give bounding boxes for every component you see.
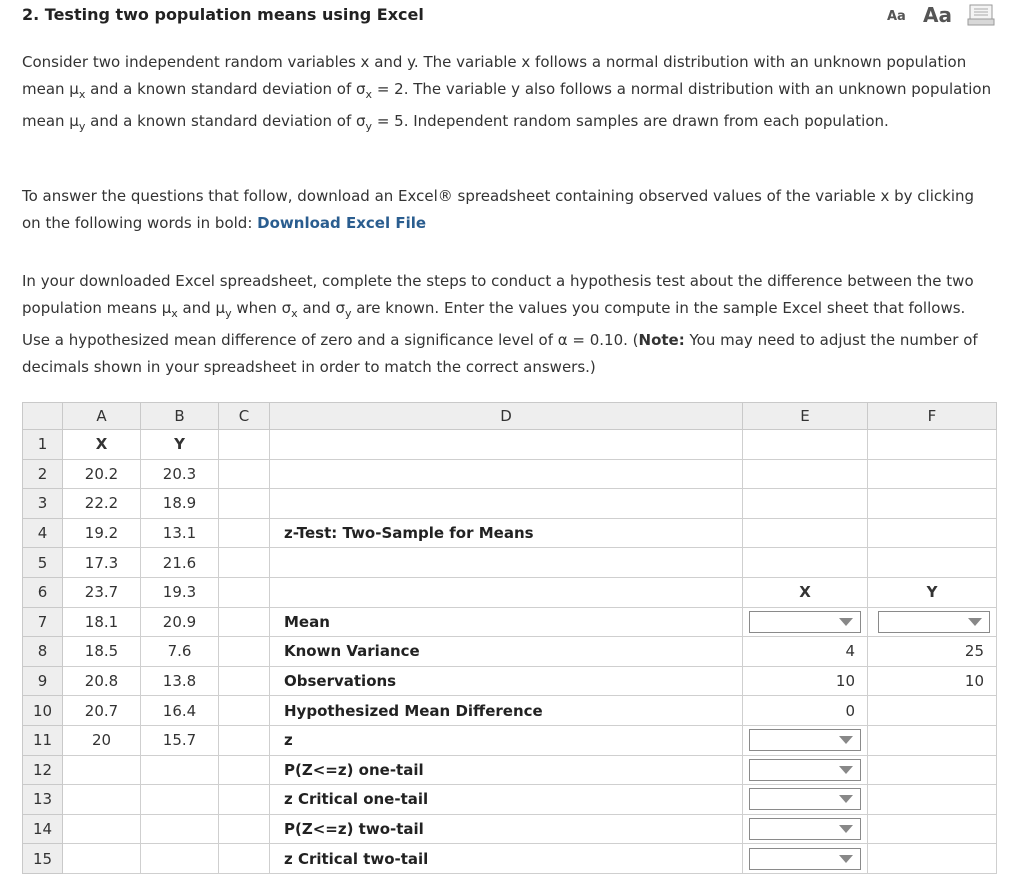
cell-f[interactable] — [868, 548, 997, 578]
cell-f[interactable] — [868, 725, 997, 755]
table-row — [23, 518, 997, 548]
cell-d[interactable]: Mean — [270, 607, 743, 637]
col-header-d: D — [270, 403, 743, 430]
question-title: 2. Testing two population means using Excel — [22, 5, 424, 24]
cell-a[interactable]: 18.5 — [63, 637, 141, 667]
col-header-b: B — [141, 403, 219, 430]
cell-e[interactable] — [743, 518, 868, 548]
cell-e — [743, 785, 868, 815]
cell-c[interactable] — [219, 577, 270, 607]
cell-c[interactable] — [219, 725, 270, 755]
cell-b[interactable]: 13.8 — [141, 666, 219, 696]
row-header: 3 — [23, 489, 63, 519]
cell-a[interactable]: 22.2 — [63, 489, 141, 519]
excel-sheet — [22, 402, 997, 874]
z-dropdown[interactable] — [749, 729, 861, 751]
chevron-down-icon — [839, 618, 853, 626]
cell-d[interactable]: z-Test: Two-Sample for Means — [270, 518, 743, 548]
chevron-down-icon — [839, 825, 853, 833]
chevron-down-icon — [839, 855, 853, 863]
cell-d[interactable] — [270, 548, 743, 578]
cell-a[interactable]: 20.2 — [63, 459, 141, 489]
cell-d[interactable]: Known Variance — [270, 637, 743, 667]
cell-d[interactable] — [270, 430, 743, 460]
cell-a[interactable]: 17.3 — [63, 548, 141, 578]
cell-a[interactable] — [63, 814, 141, 844]
cell-b[interactable]: 20.9 — [141, 607, 219, 637]
cell-a[interactable] — [63, 844, 141, 874]
cell-e — [743, 814, 868, 844]
table-row — [23, 637, 997, 667]
cell-a[interactable]: X — [63, 430, 141, 460]
cell-f[interactable] — [868, 459, 997, 489]
col-header-a: A — [63, 403, 141, 430]
cell-f[interactable] — [868, 430, 997, 460]
cell-e[interactable] — [743, 548, 868, 578]
cell-b[interactable]: 13.1 — [141, 518, 219, 548]
row-header: 4 — [23, 518, 63, 548]
cell-c[interactable] — [219, 666, 270, 696]
cell-e — [743, 844, 868, 874]
cell-b[interactable]: Y — [141, 430, 219, 460]
cell-c[interactable] — [219, 430, 270, 460]
download-paragraph: To answer the questions that follow, download an Excel® spreadsheet containing observed values of the variable x by clicking on the following words in bold: Download Excel File — [22, 187, 975, 232]
cell-e[interactable]: 4 — [743, 637, 868, 667]
cell-c[interactable] — [219, 489, 270, 519]
cell-c[interactable] — [219, 607, 270, 637]
cell-a[interactable]: 20 — [63, 725, 141, 755]
table-row — [23, 548, 997, 578]
cell-a[interactable]: 18.1 — [63, 607, 141, 637]
row-header: 14 — [23, 814, 63, 844]
cell-e[interactable]: 10 — [743, 666, 868, 696]
table-row — [23, 814, 997, 844]
cell-f[interactable]: 25 — [868, 637, 997, 667]
cell-f[interactable] — [868, 489, 997, 519]
cell-b[interactable] — [141, 785, 219, 815]
row-header: 13 — [23, 785, 63, 815]
row-header: 10 — [23, 696, 63, 726]
corner-cell — [23, 403, 63, 430]
cell-a[interactable]: 19.2 — [63, 518, 141, 548]
cell-f[interactable]: Y — [868, 577, 997, 607]
column-header-row — [23, 403, 997, 430]
cell-d[interactable]: Observations — [270, 666, 743, 696]
p-two-tail-dropdown[interactable] — [749, 818, 861, 840]
cell-e — [743, 755, 868, 785]
cell-b[interactable]: 21.6 — [141, 548, 219, 578]
cell-c[interactable] — [219, 755, 270, 785]
cell-b[interactable] — [141, 755, 219, 785]
table-row — [23, 577, 997, 607]
cell-a[interactable] — [63, 755, 141, 785]
cell-e — [743, 725, 868, 755]
cell-f[interactable] — [868, 785, 997, 815]
mean-x-dropdown[interactable] — [749, 611, 861, 633]
table-row — [23, 755, 997, 785]
row-header: 8 — [23, 637, 63, 667]
table-row — [23, 696, 997, 726]
cell-f[interactable] — [868, 518, 997, 548]
table-row — [23, 785, 997, 815]
cell-e[interactable]: X — [743, 577, 868, 607]
table-row — [23, 489, 997, 519]
cell-b[interactable] — [141, 814, 219, 844]
cell-f[interactable]: 10 — [868, 666, 997, 696]
cell-f[interactable] — [868, 696, 997, 726]
table-row — [23, 459, 997, 489]
cell-d[interactable]: z Critical two-tail — [270, 844, 743, 874]
cell-c[interactable] — [219, 459, 270, 489]
cell-d[interactable] — [270, 577, 743, 607]
cell-f[interactable] — [868, 755, 997, 785]
p-one-tail-dropdown[interactable] — [749, 759, 861, 781]
cell-b[interactable]: 16.4 — [141, 696, 219, 726]
chevron-down-icon — [839, 736, 853, 744]
chevron-down-icon — [968, 618, 982, 626]
cell-d[interactable]: P(Z<=z) two-tail — [270, 814, 743, 844]
cell-e[interactable]: 0 — [743, 696, 868, 726]
cell-b[interactable] — [141, 844, 219, 874]
cell-c[interactable] — [219, 548, 270, 578]
table-row — [23, 430, 997, 460]
cell-b[interactable]: 15.7 — [141, 725, 219, 755]
cell-c[interactable] — [219, 785, 270, 815]
cell-f[interactable] — [868, 814, 997, 844]
cell-c[interactable] — [219, 637, 270, 667]
print-icon[interactable] — [967, 4, 995, 26]
cell-c[interactable] — [219, 844, 270, 874]
col-header-f: F — [868, 403, 997, 430]
cell-f[interactable] — [868, 844, 997, 874]
z-critical-one-tail-dropdown[interactable] — [749, 788, 861, 810]
cell-b[interactable]: 7.6 — [141, 637, 219, 667]
table-row — [23, 725, 997, 755]
cell-b[interactable]: 19.3 — [141, 577, 219, 607]
cell-c[interactable] — [219, 518, 270, 548]
cell-a[interactable]: 23.7 — [63, 577, 141, 607]
cell-a[interactable] — [63, 785, 141, 815]
font-increase-button[interactable]: Aa — [923, 3, 952, 27]
chevron-down-icon — [839, 766, 853, 774]
cell-d[interactable]: P(Z<=z) one-tail — [270, 755, 743, 785]
cell-d[interactable]: z — [270, 725, 743, 755]
row-header: 5 — [23, 548, 63, 578]
cell-b[interactable]: 20.3 — [141, 459, 219, 489]
font-decrease-button[interactable]: Aa — [887, 9, 906, 24]
row-header: 1 — [23, 430, 63, 460]
cell-c[interactable] — [219, 814, 270, 844]
mean-y-dropdown[interactable] — [878, 611, 990, 633]
row-header: 15 — [23, 844, 63, 874]
cell-d[interactable] — [270, 489, 743, 519]
row-header: 6 — [23, 577, 63, 607]
cell-d[interactable] — [270, 459, 743, 489]
row-header: 7 — [23, 607, 63, 637]
cell-e[interactable] — [743, 459, 868, 489]
table-row — [23, 844, 997, 874]
cell-d[interactable]: z Critical one-tail — [270, 785, 743, 815]
chevron-down-icon — [839, 795, 853, 803]
row-header: 2 — [23, 459, 63, 489]
instructions-paragraph: In your downloaded Excel spreadsheet, complete the steps to conduct a hypothesis test about the difference between the two population means $\mu_x$ and $\mu_y$ when $\sigma_x$ and $\sigma_y$ are known. Enter the values you compute in the sample Excel sheet that follows. Use a hypothesized mean difference of zero and a significance level of α = 0.10. (Note: You may need to adjust the number of decimals shown in your spreadsheet in order to match the correct answers.) — [22, 272, 978, 376]
cell-f — [868, 607, 997, 637]
z-critical-two-tail-dropdown[interactable] — [749, 848, 861, 870]
download-excel-link[interactable]: Download Excel File — [257, 213, 427, 232]
cell-e[interactable] — [743, 430, 868, 460]
cell-e[interactable] — [743, 489, 868, 519]
cell-e — [743, 607, 868, 637]
col-header-c: C — [219, 403, 270, 430]
intro-paragraph: Consider two independent random variables x and y. The variable x follows a normal distribution with an unknown population mean $\mu_x$ and a known standard deviation of $\sigma_x = 2$. The variable y also follows a normal distribution with an unknown population mean $\mu_y$ and a known standard deviation of $\sigma_y = 5$. Independent random samples are drawn from each population. — [22, 53, 992, 133]
cell-d[interactable]: Hypothesized Mean Difference — [270, 696, 743, 726]
row-header: 9 — [23, 666, 63, 696]
row-header: 12 — [23, 755, 63, 785]
table-row — [23, 607, 997, 637]
table-row — [23, 666, 997, 696]
row-header: 11 — [23, 725, 63, 755]
cell-c[interactable] — [219, 696, 270, 726]
col-header-e: E — [743, 403, 868, 430]
cell-a[interactable]: 20.8 — [63, 666, 141, 696]
cell-a[interactable]: 20.7 — [63, 696, 141, 726]
cell-b[interactable]: 18.9 — [141, 489, 219, 519]
